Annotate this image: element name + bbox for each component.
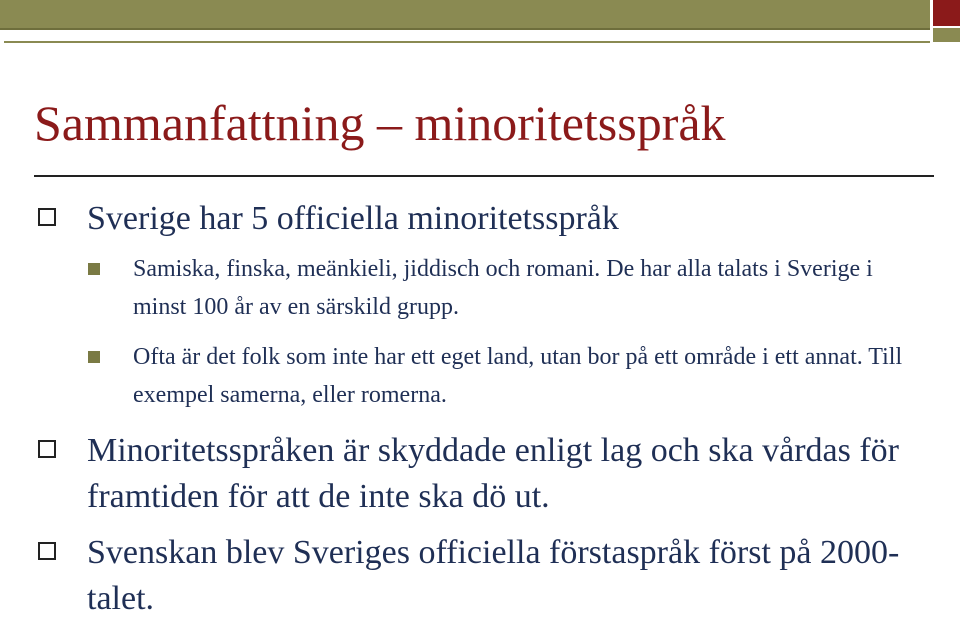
bullet-text: Minoritetsspråken är skyddade enligt lag och ska vårdas för framtiden för att de inte ska dö ut. — [87, 432, 899, 515]
hollow-square-bullet-icon — [38, 542, 56, 560]
bullet-text: Svenskan blev Sveriges officiella förstaspråk först på 2000-talet. — [87, 534, 900, 617]
subbullet-text: Samiska, finska, meänkieli, jiddisch och romani. De har alla talats i Sverige i minst 100 år av en särskild grupp. — [133, 256, 873, 320]
filled-square-bullet-icon — [88, 351, 100, 363]
subbullet-text: Ofta är det folk som inte har ett eget land, utan bor på ett område i ett annat. Till exempel samerna, eller romerna. — [133, 344, 903, 408]
hollow-square-bullet-icon — [38, 208, 56, 226]
filled-square-bullet-icon — [88, 263, 100, 275]
slide-title: Sammanfattning – minoritetsspråk — [34, 95, 726, 151]
hollow-square-bullet-icon — [38, 440, 56, 458]
bullet-text: Sverige har 5 officiella minoritetsspråk — [87, 200, 619, 237]
